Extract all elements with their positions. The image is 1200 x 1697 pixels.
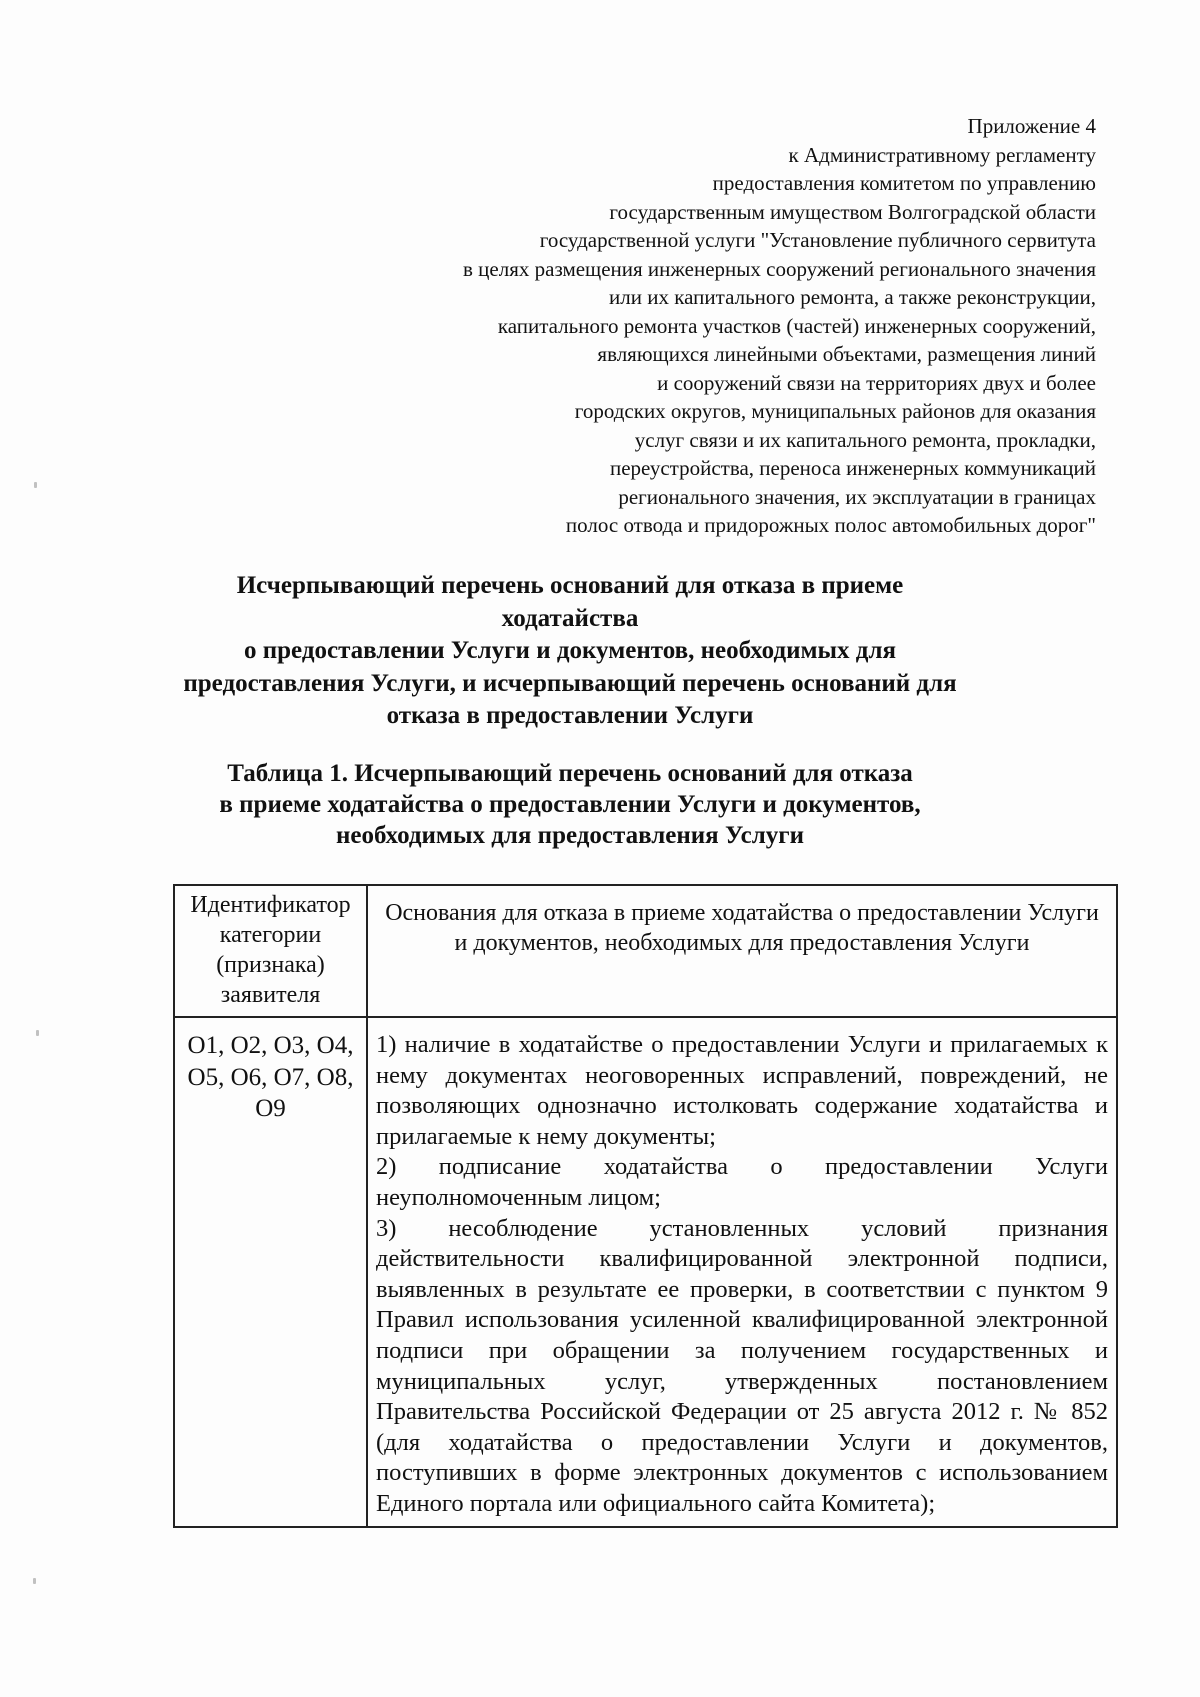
title-line: ходатайства <box>501 604 639 632</box>
appendix-line: государственным имуществом Волгоградской области <box>609 199 1096 224</box>
grounds-table <box>173 884 1118 1528</box>
caption-line: необходимых для предоставления Услуги <box>336 822 804 849</box>
cell-identifiers <box>174 1017 367 1527</box>
appendix-line: или их капитального ремонта, а также реконструкции, <box>609 285 1096 309</box>
appendix-line: к Административному регламенту <box>788 142 1096 167</box>
title-line: отказа в предоставлении Услуги <box>386 702 754 729</box>
cell-grounds <box>367 1017 1117 1527</box>
title-line: о предоставлении Услуги и документов, необходимых для <box>244 637 896 664</box>
identifiers-text: О1, О2, О3, О4, О5, О6, О7, О8, О9 <box>187 1032 354 1122</box>
appendix-header <box>256 112 1096 540</box>
appendix-line: регионального значения, их эксплуатации в границах <box>618 484 1096 509</box>
header-identifier-text: Идентификатор категории (признака) заявителя <box>190 892 351 1008</box>
title-line: предоставления Услуги, и исчерпывающий перечень оснований для <box>183 669 957 697</box>
caption-line: в приеме ходатайства о предоставлении Услуги и документов, <box>219 791 921 818</box>
ground-item: 3) несоблюдение установленных условий признания действительности квалифицированной электронной подписи, выявленных в результате ее проверки, в соответствии с пунктом 9 Правил использования усиленной квалифицированной электронной подписи при обращении за получением государственных и муниципальных услуг, утвержденных постановлением Правительства Российской Федерации от 25 августа 2012 г. № 852 (для ходатайства о предоставлении Услуги и документов, поступивших в форме электронных документов с использованием Единого портала или официального сайта Комитета); <box>376 1214 1108 1517</box>
ground-item: 2) подписание ходатайства о предоставлении Услуги неуполномоченным лицом; <box>376 1153 1108 1211</box>
appendix-line: услуг связи и их капитального ремонта, прокладки, <box>634 427 1096 452</box>
scan-speck <box>34 482 37 488</box>
table-row <box>174 1017 1117 1527</box>
appendix-line: в целях размещения инженерных сооружений регионального значения <box>463 256 1096 281</box>
appendix-line: Приложение 4 <box>967 114 1096 138</box>
scan-speck <box>36 1030 39 1036</box>
header-grounds <box>367 885 1117 1017</box>
appendix-line: полос отвода и придорожных полос автомобильных дорог" <box>565 513 1096 537</box>
caption-line: Таблица 1. Исчерпывающий перечень оснований для отказа <box>227 760 913 787</box>
header-identifier <box>174 885 367 1017</box>
grounds-list <box>368 1018 1116 1526</box>
appendix-line: и сооружений связи на территориях двух и более <box>657 370 1096 395</box>
table-header-row <box>174 885 1117 1017</box>
appendix-line: предоставления комитетом по управлению <box>712 171 1096 195</box>
ground-item: 1) наличие в ходатайстве о предоставлении Услуги и прилагаемых к нему документах неоговоренных исправлений, повреждений, не позволяющих однозначно истолковать содержание ходатайства и прилагаемые к нему документы; <box>376 1031 1108 1150</box>
appendix-line: являющихся линейными объектами, размещения линий <box>597 342 1096 366</box>
page-title <box>150 570 990 733</box>
appendix-line: государственной услуги "Установление публичного сервитута <box>539 228 1096 252</box>
table-caption <box>150 758 990 851</box>
title-line: Исчерпывающий перечень оснований для отказа в приеме <box>236 572 904 599</box>
appendix-line: капитального ремонта участков (частей) инженерных сооружений, <box>497 313 1096 338</box>
appendix-line: переустройства, переноса инженерных коммуникаций <box>610 456 1096 480</box>
header-grounds-text: Основания для отказа в приеме ходатайства о предоставлении Услуги и документов, необходимых для предоставления Услуги <box>385 900 1099 956</box>
scan-speck <box>33 1578 36 1584</box>
appendix-line: городских округов, муниципальных районов для оказания <box>574 399 1096 423</box>
